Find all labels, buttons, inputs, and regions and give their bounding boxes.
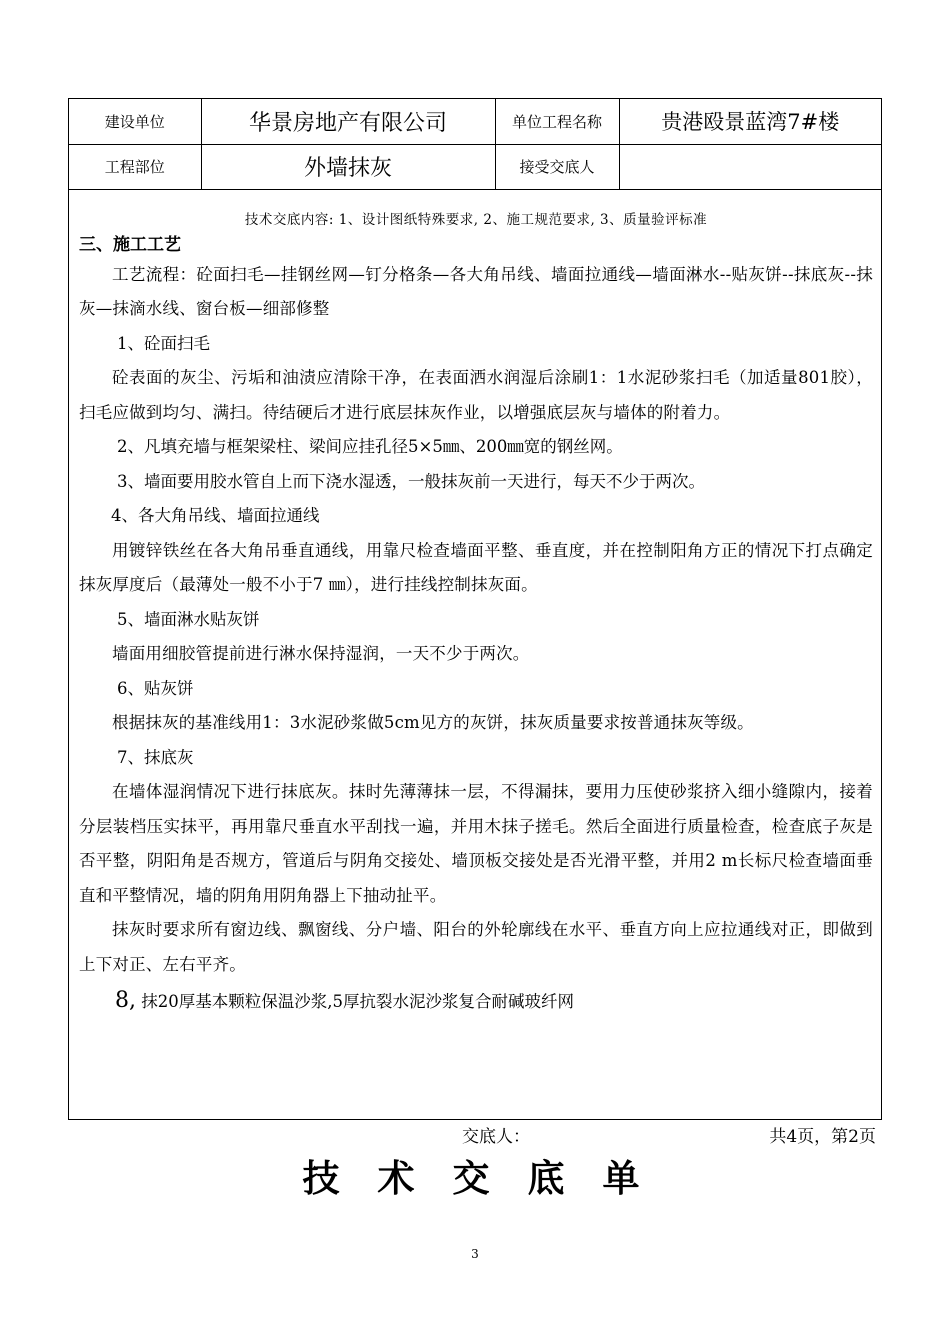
receiver-label: 接受交底人 [495, 144, 619, 189]
header-table [69, 99, 881, 190]
project-name-value: 贵港殴景蓝湾7#楼 [619, 99, 881, 144]
header-row-1 [69, 99, 881, 144]
document-title: 技术交底单 [302, 1156, 678, 1200]
step-8 [79, 982, 873, 1021]
step-1-text: 砼表面的灰尘、污垢和油渍应清除干净，在表面洒水润湿后涂刷1：1水泥砂浆扫毛（加适量801胶），扫毛应做到均匀、满扫。待结硬后才进行底层抹灰作业，以增强底层灰与墙体的附着力。 [79, 368, 873, 422]
client-value: 华景房地产有限公司 [201, 99, 495, 144]
step-6-text: 根据抹灰的基准线用1：3水泥砂浆做5cm见方的灰饼，抹灰质量要求按普通抹灰等级。 [112, 713, 754, 732]
project-name-label: 单位工程名称 [495, 99, 619, 144]
page-number: 3 [471, 1247, 479, 1261]
client-label: 建设单位 [69, 99, 201, 144]
work-part-label: 工程部位 [69, 144, 201, 189]
step-7-title: 7、抹底灰 [117, 747, 194, 767]
step-7-text: 在墙体湿润情况下进行抹底灰。抹时先薄薄抹一层，不得漏抹，要用力压使砂浆挤入细小缝隙内，接着分层装档压实抹平，再用靠尺垂直水平刮找一遍，并用木抹子搓毛。然后全面进行质量检查，检查底子灰是否平整，阴阳角是否规方，管道后与阴角交接处、墙顶板交接处是否光滑平整，并用2 m长标尺检查墙面垂直和平整情况，墙的阴角用阴角器上下抽动扯平。 [79, 782, 873, 905]
disclosure-form [68, 98, 882, 1120]
header-row-2 [69, 144, 881, 189]
section-title: 三、施工工艺 [79, 234, 181, 255]
step-8-number: 8, [115, 988, 136, 1013]
step-6-title: 6、贴灰饼 [117, 678, 194, 698]
step-4-text: 用镀锌铁丝在各大角吊垂直通线，用靠尺检查墙面平整、垂直度，并在控制阳角方正的情况下打点确定抹灰厚度后（最薄处一般不小于7 ㎜），进行挂线控制抹灰面。 [79, 540, 873, 594]
signer-label: 交底人： [462, 1127, 530, 1147]
content-intro: 技术交底内容: 1、设计图纸特殊要求, 2、施工规范要求, 3、质量验评标准 [244, 211, 708, 228]
content-area [69, 208, 881, 1022]
step-2-text: 2、凡填充墙与框架梁柱、梁间应挂孔径5×5㎜、200㎜宽的钢丝网。 [117, 437, 623, 456]
receiver-value [619, 144, 881, 189]
step-1-title: 1、砼面扫毛 [117, 333, 210, 353]
step-3-text: 3、墙面要用胶水管自上而下浇水湿透，一般抹灰前一天进行，每天不少于两次。 [117, 471, 705, 491]
step-8-text: 抹20厚基本颗粒保温沙浆,5厚抗裂水泥沙浆复合耐碱玻纤网 [141, 992, 574, 1011]
work-part-value: 外墙抹灰 [201, 144, 495, 189]
step-5-title: 5、墙面淋水贴灰饼 [117, 609, 260, 629]
process-flow: 工艺流程：砼面扫毛—挂钢丝网—钉分格条—各大角吊线、墙面拉通线—墙面淋水--贴灰饼--抹底灰--抹灰—抹滴水线、窗台板—细部修整 [79, 264, 873, 318]
step-4-title: 4、各大角吊线、墙面拉通线 [111, 506, 320, 525]
page-info: 共4页，第2页 [769, 1127, 876, 1147]
step-7-text-2: 抹灰时要求所有窗边线、飘窗线、分户墙、阳台的外轮廓线在水平、垂直方向上应拉通线对正，即做到上下对正、左右平齐。 [79, 920, 873, 974]
step-5-text: 墙面用细胶管提前进行淋水保持湿润，一天不少于两次。 [112, 644, 530, 663]
